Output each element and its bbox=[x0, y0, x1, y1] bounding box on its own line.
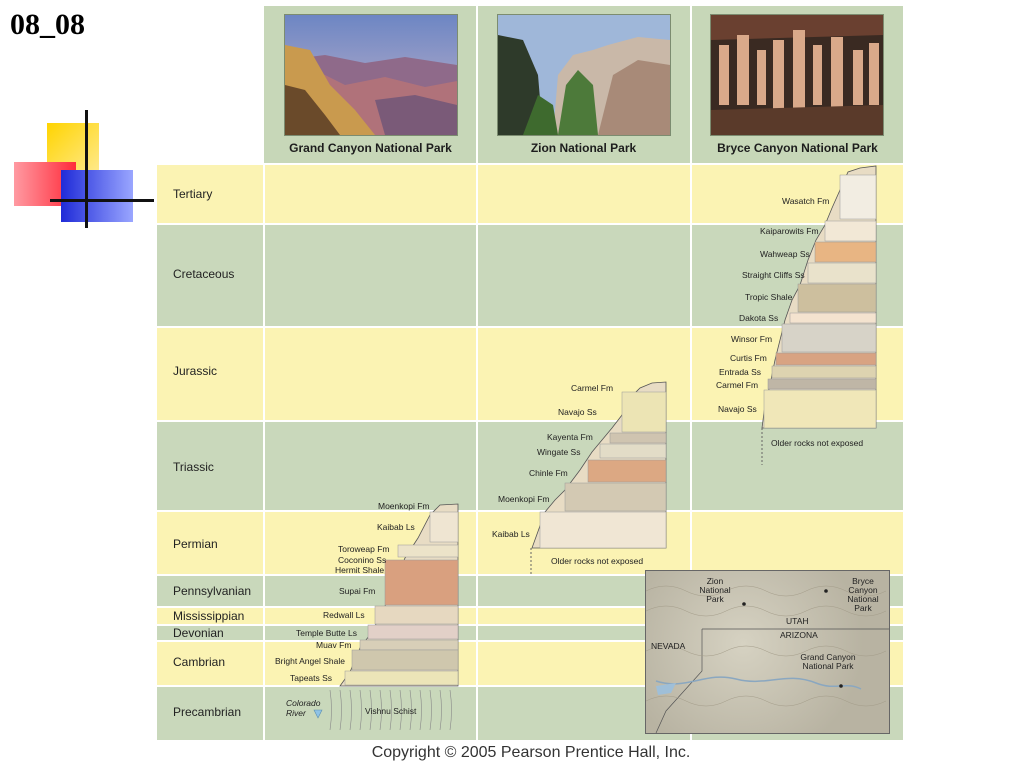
zion-fm-label: Kaibab Ls bbox=[492, 529, 530, 539]
map-label-zion: Zion National Park bbox=[699, 576, 731, 604]
bryce-fm-label: Straight Cliffs Ss bbox=[742, 270, 805, 280]
bryce-layer-entrada bbox=[772, 366, 876, 378]
gc-fm-label: Kaibab Ls bbox=[377, 522, 415, 532]
zion-marker bbox=[742, 602, 746, 606]
park-name-grand-canyon: Grand Canyon National Park bbox=[289, 141, 452, 155]
zion-fm-label: Navajo Ss bbox=[558, 407, 597, 417]
park-name-zion: Zion National Park bbox=[530, 141, 637, 155]
zion-fm-label: Chinle Fm bbox=[529, 468, 568, 478]
bryce-layer-kaiparowits bbox=[825, 221, 876, 241]
bryce-layer-straight-cliffs bbox=[808, 263, 876, 283]
gc-fm-label: Redwall Ls bbox=[323, 610, 365, 620]
bryce-fm-label: Tropic Shale bbox=[745, 292, 793, 302]
bryce-layer-dakota bbox=[790, 313, 876, 323]
zion-note: Older rocks not exposed bbox=[551, 556, 644, 566]
colorado-river-icon bbox=[656, 677, 861, 689]
map-label-arizona: ARIZONA bbox=[780, 630, 818, 640]
period-label-mississippian: Mississippian bbox=[173, 609, 245, 623]
bryce-note: Older rocks not exposed bbox=[771, 438, 864, 448]
gc-fm-label: Vishnu Schist bbox=[365, 706, 417, 716]
period-label-jurassic: Jurassic bbox=[173, 364, 218, 378]
grand-canyon-marker bbox=[839, 684, 843, 688]
bryce-fm-label: Navajo Ss bbox=[718, 404, 757, 414]
bryce-fm-label: Kaiparowits Fm bbox=[760, 226, 819, 236]
period-label-tertiary: Tertiary bbox=[173, 187, 213, 201]
period-label-pennsylvanian: Pennsylvanian bbox=[173, 584, 252, 598]
zion-fm-label: Moenkopi Fm bbox=[498, 494, 550, 504]
map-label-grand-canyon: Grand Canyon National Park bbox=[800, 652, 856, 671]
zion-fm-label: Wingate Ss bbox=[537, 447, 581, 457]
bryce-fm-label: Winsor Fm bbox=[731, 334, 773, 344]
bryce-layer-winsor bbox=[782, 324, 876, 352]
gc-fm-label: Temple Butte Ls bbox=[296, 628, 357, 638]
period-label-devonian: Devonian bbox=[173, 626, 224, 640]
map-label-utah: UTAH bbox=[786, 616, 809, 626]
bryce-layer-navajo bbox=[764, 390, 876, 428]
period-label-cretaceous: Cretaceous bbox=[173, 267, 235, 281]
slide-title: 08_08 bbox=[10, 8, 85, 41]
gc-fm-label: Hermit Shale bbox=[335, 565, 385, 575]
gc-river-label: Colorado River bbox=[286, 698, 321, 718]
bryce-fm-label: Carmel Fm bbox=[716, 380, 759, 390]
bryce-fm-label: Wahweap Ss bbox=[760, 249, 810, 259]
bryce-layer-curtis bbox=[776, 353, 876, 365]
period-label-triassic: Triassic bbox=[173, 460, 214, 474]
location-map bbox=[645, 570, 890, 734]
bryce-fm-label: Curtis Fm bbox=[730, 353, 767, 363]
park-name-bryce: Bryce Canyon National Park bbox=[717, 141, 878, 155]
gc-fm-label: Coconino Ss bbox=[338, 555, 387, 565]
bryce-fm-label: Dakota Ss bbox=[739, 313, 779, 323]
period-label-precambrian: Precambrian bbox=[173, 705, 242, 719]
zion-fm-label: Carmel Fm bbox=[571, 383, 614, 393]
gc-fm-label: Bright Angel Shale bbox=[275, 656, 345, 666]
bryce-marker bbox=[824, 589, 828, 593]
bryce-layer-wahweap bbox=[815, 242, 876, 262]
bryce-fm-label: Entrada Ss bbox=[719, 367, 762, 377]
bryce-layer-wasatch bbox=[840, 175, 876, 219]
copyright-notice: Copyright © 2005 Pearson Prentice Hall, Inc. bbox=[371, 744, 691, 761]
period-label-cambrian: Cambrian bbox=[173, 655, 226, 669]
map-label-nevada: NEVADA bbox=[651, 641, 686, 651]
gc-fm-label: Toroweap Fm bbox=[338, 544, 390, 554]
zion-fm-label: Kayenta Fm bbox=[547, 432, 593, 442]
gc-fm-label: Supai Fm bbox=[339, 586, 376, 596]
gc-fm-label: Muav Fm bbox=[316, 640, 352, 650]
period-label-permian: Permian bbox=[173, 537, 218, 551]
gc-fm-label: Moenkopi Fm bbox=[378, 501, 430, 511]
bryce-layer-carmel bbox=[768, 379, 876, 389]
lake-mead-icon bbox=[656, 683, 676, 695]
bryce-layer-tropic-shale bbox=[798, 284, 876, 312]
bryce-fm-label: Wasatch Fm bbox=[782, 196, 830, 206]
gc-fm-label: Tapeats Ss bbox=[290, 673, 333, 683]
map-label-bryce: Bryce Canyon National Park bbox=[847, 576, 879, 613]
